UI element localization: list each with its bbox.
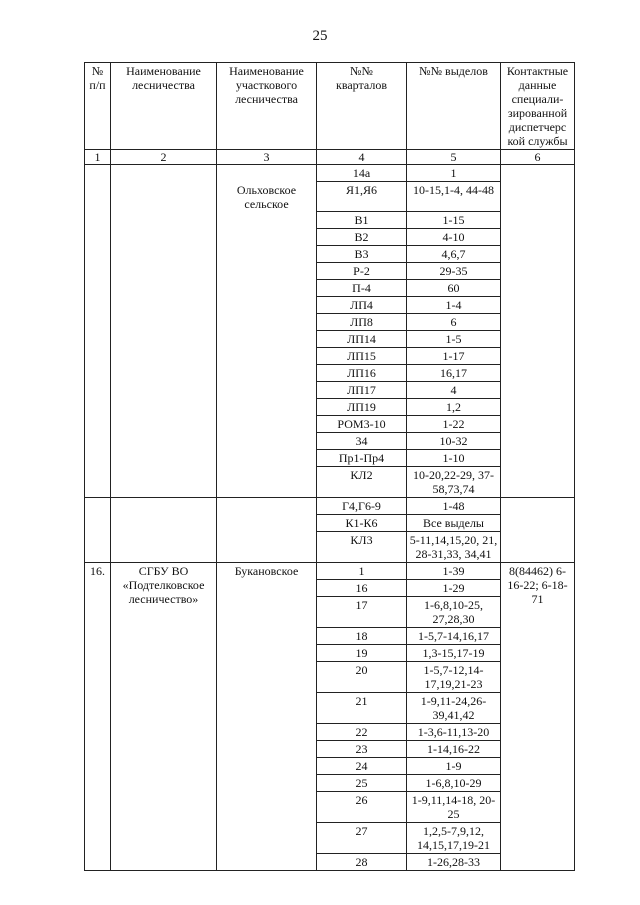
district-name-cell (217, 331, 317, 348)
quarter-cell: 1 (317, 563, 407, 580)
district-name-cell (217, 498, 317, 515)
column-header: Контактные данные специали- зированной диспетчерс кой службы (501, 63, 575, 150)
sections-cell: 1-9,11,14-18, 20-25 (407, 792, 501, 823)
header-row (85, 63, 575, 150)
district-name-cell (217, 246, 317, 263)
quarter-cell: 17 (317, 597, 407, 628)
column-number: 6 (501, 150, 575, 165)
district-name-cell (217, 515, 317, 532)
quarter-cell: В1 (317, 212, 407, 229)
quarter-cell: 21 (317, 693, 407, 724)
sections-cell: 1-9,11-24,26- 39,41,42 (407, 693, 501, 724)
column-header: №№ выделов (407, 63, 501, 150)
quarter-cell: В3 (317, 246, 407, 263)
quarter-cell: 14а (317, 165, 407, 182)
quarter-cell: 20 (317, 662, 407, 693)
contact-cell: 8(84462) 6-16-22; 6-18-71 (501, 563, 575, 871)
sections-cell: 1 (407, 165, 501, 182)
quarter-cell: Г4,Г6-9 (317, 498, 407, 515)
quarter-cell: 16 (317, 580, 407, 597)
district-name-cell (217, 450, 317, 467)
district-name-cell (217, 314, 317, 331)
sections-cell: 1-9 (407, 758, 501, 775)
sections-cell: 6 (407, 314, 501, 331)
sections-cell: 1-4 (407, 297, 501, 314)
sections-cell: 1-17 (407, 348, 501, 365)
district-name-cell: Букановское (217, 563, 317, 871)
sections-cell: 1,2,5-7,9,12, 14,15,17,19-21 (407, 823, 501, 854)
sections-cell: 1-39 (407, 563, 501, 580)
quarter-cell: 18 (317, 628, 407, 645)
column-number: 5 (407, 150, 501, 165)
sections-cell: 10-15,1-4, 44-48 (407, 182, 501, 212)
contact-cell (501, 498, 575, 563)
column-header: № п/п (85, 63, 111, 150)
district-name-cell (217, 532, 317, 563)
district-name-cell (217, 433, 317, 450)
district-name-cell (217, 382, 317, 399)
quarter-cell: РОМ3-10 (317, 416, 407, 433)
district-name-cell (217, 165, 317, 182)
quarter-cell: ЛП8 (317, 314, 407, 331)
quarter-cell: ЛП17 (317, 382, 407, 399)
quarter-cell: 27 (317, 823, 407, 854)
sections-cell: 29-35 (407, 263, 501, 280)
quarter-cell: П-4 (317, 280, 407, 297)
sections-cell: 1-15 (407, 212, 501, 229)
table-row (85, 563, 575, 580)
sections-cell: 1,3-15,17-19 (407, 645, 501, 662)
quarter-cell: 25 (317, 775, 407, 792)
quarter-cell: КЛ3 (317, 532, 407, 563)
quarter-cell: ЛП19 (317, 399, 407, 416)
quarter-cell: Р-2 (317, 263, 407, 280)
contact-cell (501, 165, 575, 498)
quarter-cell: КЛ2 (317, 467, 407, 498)
sections-cell: 60 (407, 280, 501, 297)
quarter-cell: 22 (317, 724, 407, 741)
column-header: №№ кварталов (317, 63, 407, 150)
quarter-cell: 23 (317, 741, 407, 758)
sections-cell: 4 (407, 382, 501, 399)
sections-cell: 1,2 (407, 399, 501, 416)
district-name-cell (217, 229, 317, 246)
column-number: 3 (217, 150, 317, 165)
column-number-row (85, 150, 575, 165)
sections-cell: 16,17 (407, 365, 501, 382)
sections-cell: 10-32 (407, 433, 501, 450)
sections-cell: 1-48 (407, 498, 501, 515)
quarter-cell: 28 (317, 854, 407, 871)
sections-cell: 1-6,8,10-25, 27,28,30 (407, 597, 501, 628)
column-number: 2 (111, 150, 217, 165)
sections-cell: 1-10 (407, 450, 501, 467)
quarter-cell: В2 (317, 229, 407, 246)
district-name-cell (217, 416, 317, 433)
quarter-cell: ЛП16 (317, 365, 407, 382)
sections-cell: 1-5,7-12,14- 17,19,21-23 (407, 662, 501, 693)
quarter-cell: 34 (317, 433, 407, 450)
district-name-cell (217, 467, 317, 498)
quarter-cell: К1-К6 (317, 515, 407, 532)
sections-cell: 10-20,22-29, 37-58,73,74 (407, 467, 501, 498)
sections-cell: 4-10 (407, 229, 501, 246)
sections-cell: 1-5,7-14,16,17 (407, 628, 501, 645)
sections-cell: 1-6,8,10-29 (407, 775, 501, 792)
sections-cell: 5-11,14,15,20, 21, 28-31,33, 34,41 (407, 532, 501, 563)
quarter-cell: Пр1-Пр4 (317, 450, 407, 467)
row-number-cell (85, 165, 111, 498)
sections-cell: 1-22 (407, 416, 501, 433)
district-name-cell (217, 365, 317, 382)
district-name-cell (217, 280, 317, 297)
district-name-cell (217, 399, 317, 416)
row-number-cell: 16. (85, 563, 111, 871)
sections-cell: 1-5 (407, 331, 501, 348)
forestry-name-cell (111, 165, 217, 498)
quarter-cell: 24 (317, 758, 407, 775)
sections-cell: 1-29 (407, 580, 501, 597)
column-number: 4 (317, 150, 407, 165)
quarter-cell: ЛП14 (317, 331, 407, 348)
district-name-cell (217, 297, 317, 314)
district-name-cell (217, 263, 317, 280)
sections-cell: Все выделы (407, 515, 501, 532)
forestry-name-cell (111, 498, 217, 563)
quarter-cell: ЛП15 (317, 348, 407, 365)
column-header: Наименование участкового лесничества (217, 63, 317, 150)
forestry-name-cell: СГБУ ВО «Подтелковское лесничество» (111, 563, 217, 871)
forestry-table (84, 62, 575, 871)
sections-cell: 4,6,7 (407, 246, 501, 263)
sections-cell: 1-26,28-33 (407, 854, 501, 871)
row-number-cell (85, 498, 111, 563)
sections-cell: 1-3,6-11,13-20 (407, 724, 501, 741)
district-name-cell (217, 348, 317, 365)
table-row (85, 165, 575, 182)
sections-cell: 1-14,16-22 (407, 741, 501, 758)
district-name-cell (217, 212, 317, 229)
quarter-cell: 26 (317, 792, 407, 823)
page-number: 25 (312, 28, 328, 44)
quarter-cell: ЛП4 (317, 297, 407, 314)
district-name-cell: Ольховское сельское (217, 182, 317, 212)
quarter-cell: 19 (317, 645, 407, 662)
column-number: 1 (85, 150, 111, 165)
table-row (85, 498, 575, 515)
column-header: Наименование лесничества (111, 63, 217, 150)
quarter-cell: Я1,Я6 (317, 182, 407, 212)
